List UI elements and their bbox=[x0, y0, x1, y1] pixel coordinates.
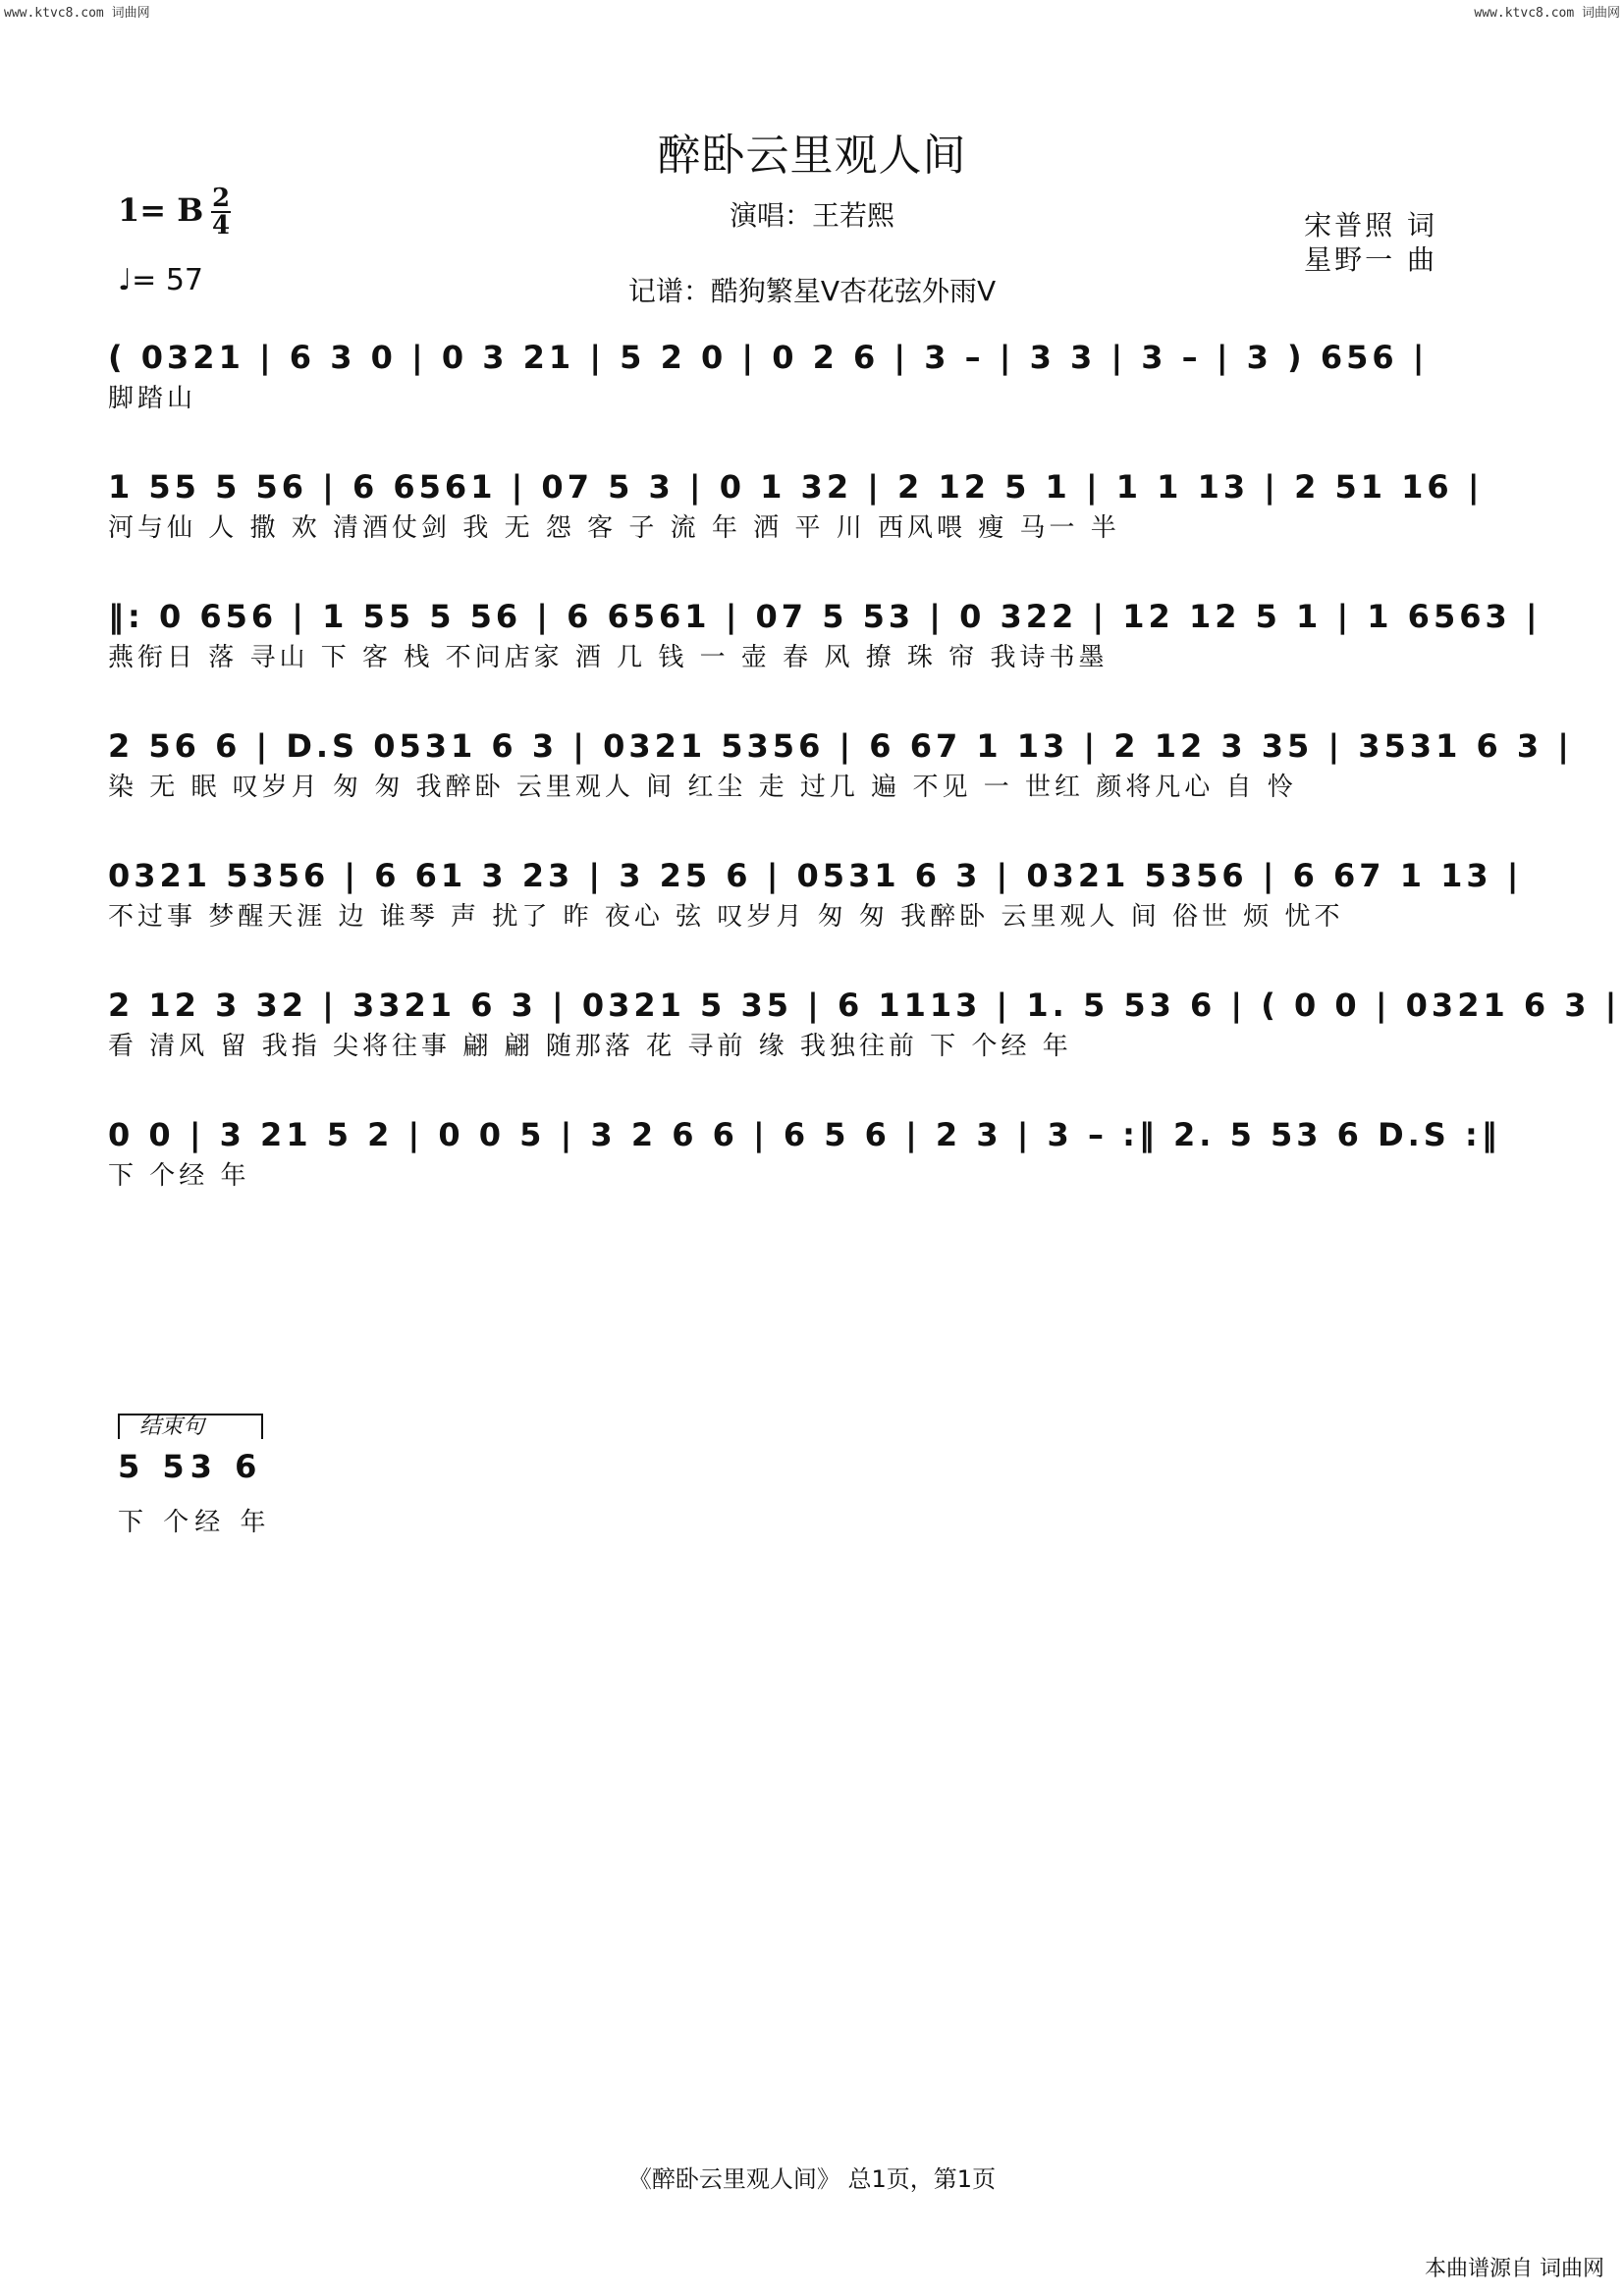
page-footer: 《醉卧云里观人间》 总1页，第1页 bbox=[627, 2165, 997, 2193]
score-row bbox=[108, 593, 1542, 675]
row-lyrics: 河与仙 人 撒 欢 清酒仗剑 我 无 怨 客 子 流 年 洒 平 川 西风喂 瘦 马一 半 bbox=[108, 513, 1120, 543]
watermark-right: www.ktvc8.com 词曲网 bbox=[1474, 6, 1620, 21]
time-top: 2 bbox=[211, 184, 231, 213]
watermark-left: www.ktvc8.com 词曲网 bbox=[4, 6, 150, 21]
row-lyrics: 下 个经 年 bbox=[108, 1161, 250, 1191]
row-lyrics: 燕衔日 落 寻山 下 客 栈 不问店家 酒 几 钱 一 壶 春 风 撩 珠 帘 我诗书墨 bbox=[108, 643, 1109, 672]
transcriber: 记谱：酷狗繁星V杏花弦外雨V bbox=[627, 275, 997, 307]
ending-notes: 5 53 6 bbox=[118, 1448, 263, 1485]
row-lyrics: 看 清风 留 我指 尖将往事 翩 翩 随那落 花 寻前 缘 我独往前 下 个经 年 bbox=[108, 1032, 1072, 1061]
row-notes: 2 56 6 | D.S 0531 6 3 | 0321 5356 | 6 67 1 13 | 2 12 3 35 | 3531 6 3 | bbox=[108, 727, 1573, 765]
ending-label: 结束句 bbox=[118, 1414, 263, 1439]
source-credit: 本曲谱源自 词曲网 bbox=[1425, 2257, 1604, 2281]
key-signature: 1= B bbox=[118, 191, 204, 229]
row-notes: ‖: 0 656 | 1 55 5 56 | 6 6561 | 07 5 53 | 0 322 | 12 12 5 1 | 1 6563 | bbox=[108, 598, 1542, 635]
row-lyrics: 脚踏山 bbox=[108, 384, 197, 413]
score-row bbox=[108, 1111, 1501, 1194]
tempo-mark: ♩= 57 bbox=[118, 263, 203, 297]
page-title: 醉卧云里观人间 bbox=[657, 131, 967, 181]
row-notes: 1 55 5 56 | 6 6561 | 07 5 3 | 0 1 32 | 2 12 5 1 | 1 1 13 | 2 51 16 | bbox=[108, 468, 1484, 506]
composer: 星野一 曲 bbox=[1304, 243, 1437, 276]
row-notes: ( 0321 | 6 3 0 | 0 3 21 | 5 2 0 | 0 2 6 | 3 – | 3 3 | 3 – | 3 ) 656 | bbox=[108, 339, 1429, 376]
singer: 演唱：王若熙 bbox=[729, 199, 894, 232]
row-notes: 2 12 3 32 | 3321 6 3 | 0321 5 35 | 6 1113 | 1. 5 53 6 | ( 0 0 | 0321 6 3 | bbox=[108, 987, 1621, 1024]
score-row bbox=[108, 463, 1484, 546]
score-row bbox=[108, 722, 1573, 805]
time-bottom: 4 bbox=[211, 211, 231, 240]
score-row bbox=[108, 982, 1621, 1064]
row-lyrics: 不过事 梦醒天涯 边 谁琴 声 扰了 昨 夜心 弦 叹岁月 匆 匆 我醉卧 云里观人 间 俗世 烦 忧不 bbox=[108, 902, 1344, 932]
ending-lyrics: 下 个经 年 bbox=[118, 1508, 272, 1537]
lyricist: 宋普照 词 bbox=[1304, 209, 1437, 241]
row-notes: 0 0 | 3 21 5 2 | 0 0 5 | 3 2 6 6 | 6 5 6 | 2 3 | 3 – :‖ 2. 5 53 6 D.S :‖ bbox=[108, 1116, 1501, 1153]
score-row bbox=[108, 852, 1523, 934]
row-notes: 0321 5356 | 6 61 3 23 | 3 25 6 | 0531 6 3 | 0321 5356 | 6 67 1 13 | bbox=[108, 857, 1523, 894]
score bbox=[108, 334, 1621, 1241]
time-signature bbox=[211, 184, 231, 240]
row-lyrics: 染 无 眠 叹岁月 匆 匆 我醉卧 云里观人 间 红尘 走 过几 遍 不见 一 世红 颜将凡心 自 怜 bbox=[108, 773, 1297, 802]
score-row bbox=[108, 334, 1443, 416]
